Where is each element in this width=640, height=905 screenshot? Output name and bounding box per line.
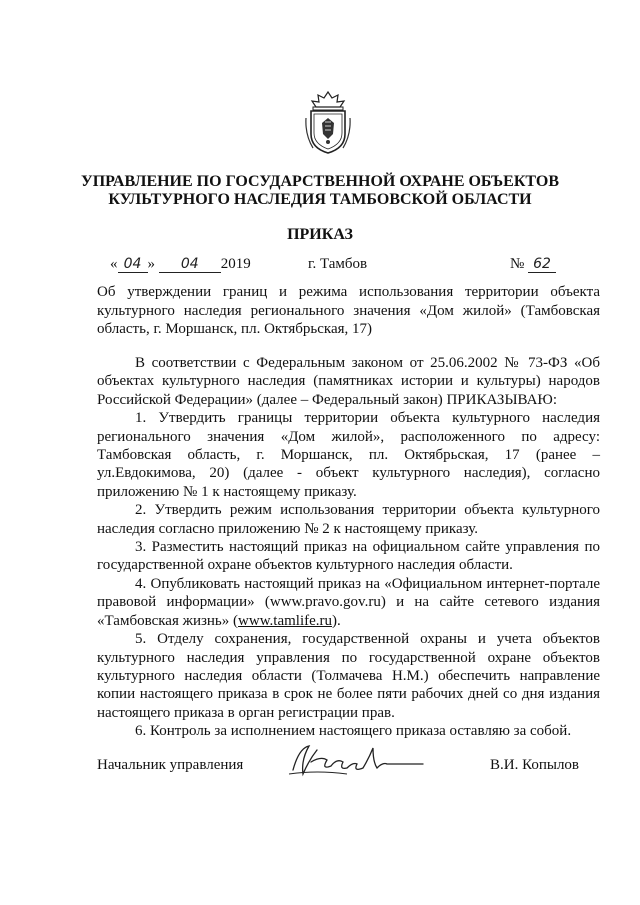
order-item-2: 2. Утвердить режим использования территории объекта культурного наследия согласно приложению № 2 к настоящему приказу. bbox=[97, 502, 600, 537]
order-item-4 bbox=[97, 575, 600, 630]
coat-of-arms-icon bbox=[303, 90, 353, 156]
order-item-6: 6. Контроль за исполнением настоящего приказа оставляю за собой. bbox=[135, 723, 572, 740]
number-value: 62 bbox=[528, 256, 556, 273]
document-type: ПРИКАЗ bbox=[287, 226, 353, 243]
organization-name-line1: УПРАВЛЕНИЕ ПО ГОСУДАРСТВЕННОЙ ОХРАНЕ ОБЪЕКТОВ bbox=[80, 173, 559, 190]
number-label: № bbox=[510, 256, 525, 272]
signatory-position: Начальник управления bbox=[97, 757, 244, 773]
date-open-quote: « bbox=[110, 256, 118, 272]
preamble: В соответствии с Федеральным законом от 25.06.2002 № 73-ФЗ «Об объектах культурного наследия (памятниках истории и культуры) народов Российской Федерации» (далее – Федеральный закон) ПРИКАЗЫВАЮ: bbox=[97, 355, 600, 408]
date-close-quote: » bbox=[147, 256, 155, 272]
item4-end: ). bbox=[332, 612, 341, 629]
order-item-3: 3. Разместить настоящий приказ на официальном сайте управления по государственной охране объектов культурного наследия области. bbox=[97, 539, 600, 574]
document-city: г. Тамбов bbox=[308, 256, 368, 272]
order-item-5: 5. Отделу сохранения, государственной охраны и учета объектов культурного наследия управления по государственной охране объектов культурного наследия области (Толмачева Н.М.) обеспечить направление копии настоящего приказа в срок не более пяти рабочих дней со дня издания настоящего приказа в орган регистрации прав. bbox=[97, 631, 600, 721]
document-subject: Об утверждении границ и режима использования территории объекта культурного наследия регионального значения «Дом жилой» (Тамбовская область, г. Моршанск, пл. Октябрьская, 17) bbox=[97, 284, 600, 337]
document-body bbox=[97, 354, 600, 741]
item4-text: 4. Опубликовать настоящий приказ на «Официальном интернет-портале правовой информации» (www.pravo.gov.ru) и на сайте сетевого издания «Тамбовская жизнь» ( bbox=[97, 575, 600, 629]
document-number bbox=[510, 256, 556, 273]
date-day: 04 bbox=[118, 256, 148, 273]
document-date bbox=[110, 256, 251, 273]
signatory-name: В.И. Копылов bbox=[490, 757, 580, 773]
date-month: 04 bbox=[159, 256, 221, 273]
order-item-1: 1. Утвердить границы территории объекта культурного наследия регионального значения «Дом жилой», расположенного по адресу: Тамбовская область, г. Моршанск, пл. Октябрьская, 17 (ранее – ул.Евдокимова, 20) (далее - объект культурного наследия), согласно приложению № 1 к настоящему приказу. bbox=[97, 410, 600, 500]
date-year: 2019 bbox=[220, 256, 251, 272]
organization-name-line2: КУЛЬТУРНОГО НАСЛЕДИЯ ТАМБОВСКОЙ ОБЛАСТИ bbox=[108, 191, 532, 208]
handwritten-signature bbox=[287, 740, 427, 780]
tamlife-link[interactable]: www.tamlife.ru bbox=[238, 612, 333, 629]
